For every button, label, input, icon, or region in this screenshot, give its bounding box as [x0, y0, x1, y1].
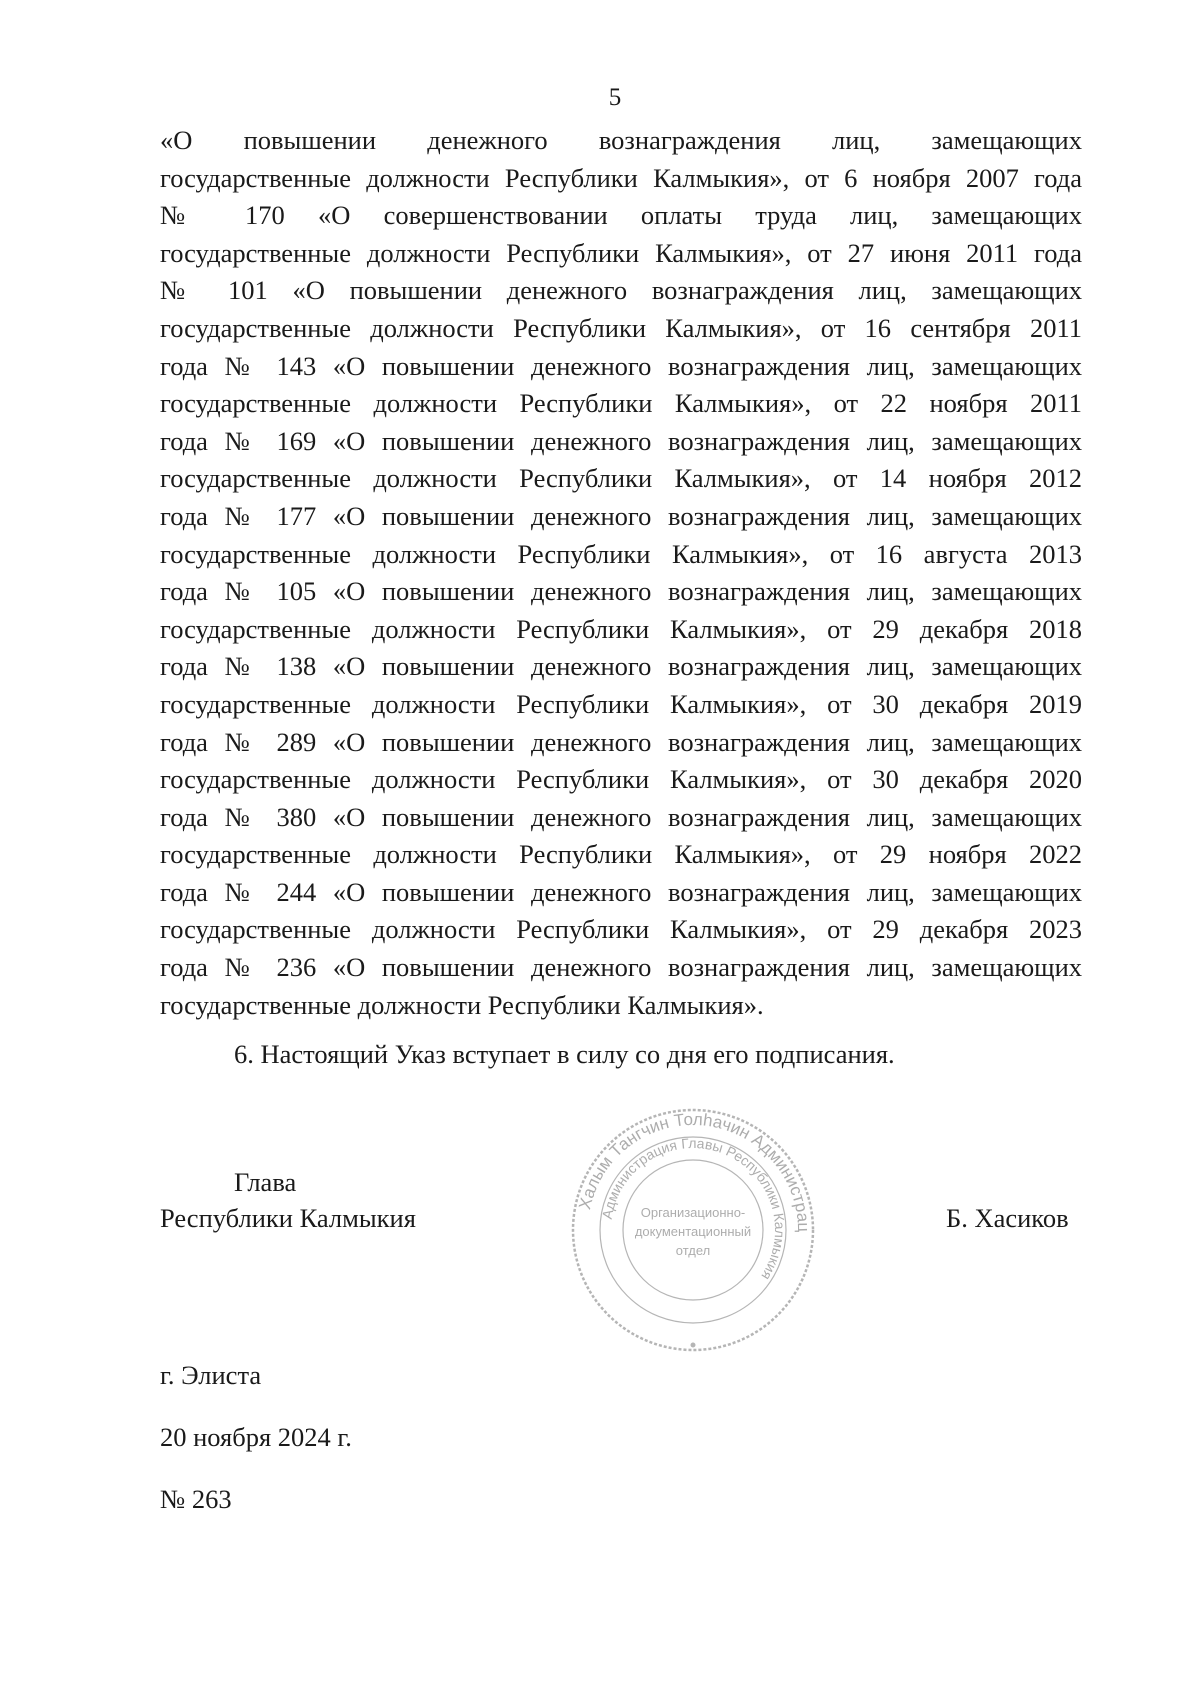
decree-number: № 263	[160, 1484, 232, 1514]
page-number: 5	[608, 84, 622, 111]
signer-title-line2: Республики Калмыкия	[160, 1203, 416, 1233]
body-line: года № 289 «О повышении денежного вознаграждения лиц, замещающих	[160, 726, 1082, 757]
seal-center-line3: отдел	[675, 1243, 711, 1258]
decree-body-text	[160, 122, 1082, 1024]
body-line: государственные должности Республики Калмыкия», от 6 ноября 2007 года	[160, 162, 1082, 193]
body-line: года № 169 «О повышении денежного вознаграждения лиц, замещающих	[160, 425, 1082, 456]
body-line: года № 138 «О повышении денежного вознаграждения лиц, замещающих	[160, 651, 1082, 682]
body-line: государственные должности Республики Калмыкия».	[160, 989, 764, 1020]
body-line: года № 244 «О повышении денежного вознаграждения лиц, замещающих	[160, 876, 1082, 907]
body-line: года № 380 «О повышении денежного вознаграждения лиц, замещающих	[160, 801, 1082, 832]
official-seal-stamp	[568, 1105, 818, 1355]
clause-6: 6. Настоящий Указ вступает в силу со дня его подписания.	[234, 1039, 895, 1069]
body-line: года № 143 «О повышении денежного вознаграждения лиц, замещающих	[160, 350, 1082, 381]
body-line: государственные должности Республики Калмыкия», от 29 декабря 2023	[160, 914, 1082, 945]
body-line: года № 236 «О повышении денежного вознаграждения лиц, замещающих	[160, 952, 1082, 983]
place-of-signing: г. Элиста	[160, 1360, 262, 1390]
body-line: года № 105 «О повышении денежного вознаграждения лиц, замещающих	[160, 576, 1082, 607]
body-line: государственные должности Республики Калмыкия», от 29 декабря 2018	[160, 613, 1082, 644]
body-line: государственные должности Республики Калмыкия», от 14 ноября 2012	[160, 463, 1082, 494]
seal-ring-text: Администрация Главы Республики Калмыкия	[598, 1134, 789, 1284]
seal-outer-text: Халым Тангчин Толһачин Администрац	[575, 1109, 814, 1233]
decree-date: 20 ноября 2024 г.	[160, 1422, 352, 1452]
seal-center-line2: документационный	[634, 1224, 752, 1239]
body-line: государственные должности Республики Калмыкия», от 30 декабря 2020	[160, 764, 1082, 795]
body-line: государственные должности Республики Калмыкия», от 16 сентября 2011	[160, 312, 1082, 343]
body-line: года № 177 «О повышении денежного вознаграждения лиц, замещающих	[160, 500, 1082, 531]
signer-title-line1: Глава	[234, 1167, 297, 1197]
body-line: государственные должности Республики Калмыкия», от 22 ноября 2011	[160, 388, 1082, 419]
body-line: № 170 «О совершенствовании оплаты труда лиц, замещающих	[160, 200, 1082, 231]
signer-name: Б. Хасиков	[946, 1203, 1069, 1233]
body-line: государственные должности Республики Калмыкия», от 29 ноября 2022	[160, 839, 1082, 870]
body-line: «О повышении денежного вознаграждения лиц, замещающих	[160, 125, 1082, 155]
body-line: государственные должности Республики Калмыкия», от 16 августа 2013	[160, 538, 1082, 569]
seal-center-line1: Организационно-	[640, 1205, 746, 1220]
body-line: государственные должности Республики Калмыкия», от 27 июня 2011 года	[160, 237, 1082, 268]
body-line: государственные должности Республики Калмыкия», от 30 декабря 2019	[160, 688, 1082, 719]
body-line: № 101 «О повышении денежного вознаграждения лиц, замещающих	[160, 275, 1082, 306]
